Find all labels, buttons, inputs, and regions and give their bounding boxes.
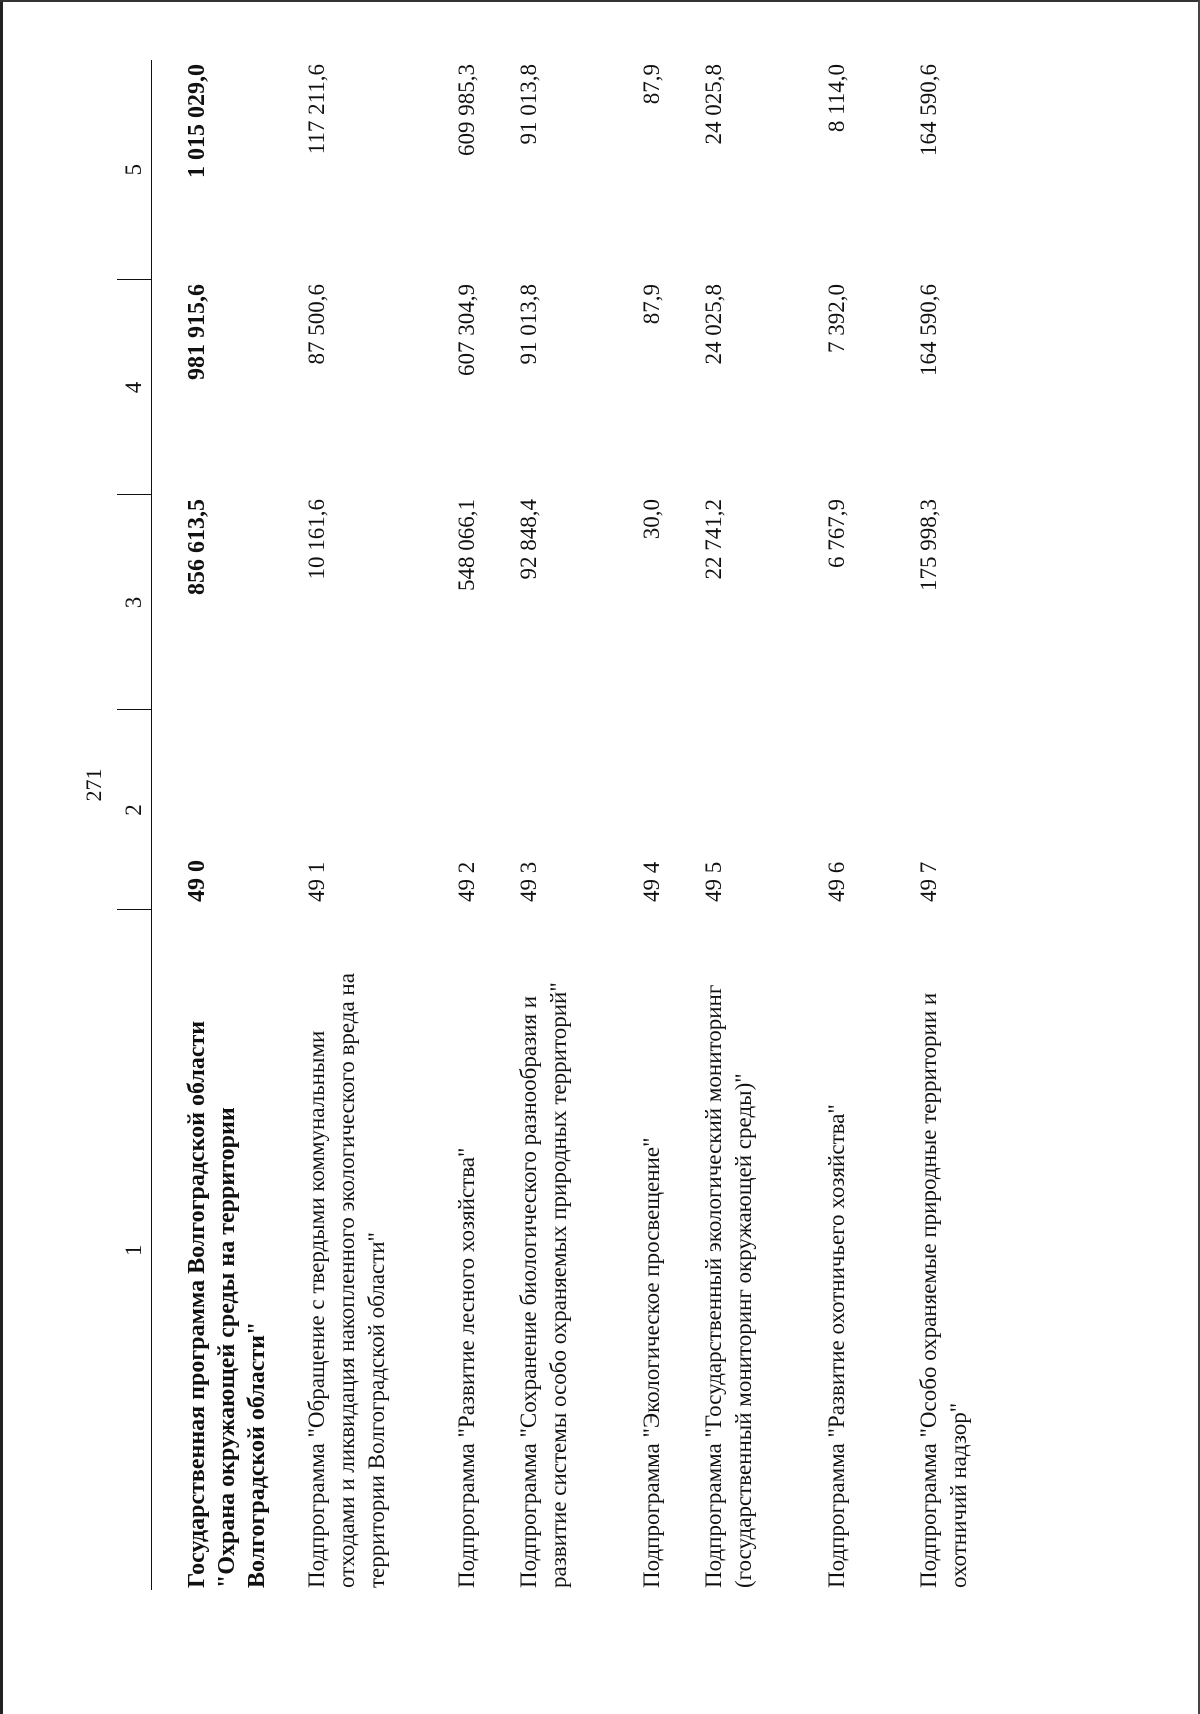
value-col-3: 548 066,1 <box>454 499 479 591</box>
program-name: Государственная программа Волгоградской области "Охрана окружающей среды на территории Волгоградской области" <box>184 1020 270 1588</box>
table-row <box>302 60 452 1590</box>
value-col-4: 87 500,6 <box>304 284 329 365</box>
program-code: 49 2 <box>454 861 479 902</box>
value-col-5: 1 015 029,0 <box>184 64 210 178</box>
value-col-3: 30,0 <box>639 499 664 540</box>
value-col-3: 22 741,2 <box>701 499 726 580</box>
value-col-3: 6 767,9 <box>824 499 849 568</box>
value-col-5: 91 013,8 <box>516 64 541 145</box>
value-col-4: 607 304,9 <box>454 284 479 376</box>
table-row <box>699 60 822 1590</box>
program-code: 49 7 <box>916 861 941 902</box>
table-row <box>152 60 303 1590</box>
budget-table <box>117 60 984 1590</box>
program-name: Подпрограмма "Развитие охотничьего хозяйства" <box>824 1104 849 1588</box>
header-col-1: 1 <box>117 910 152 1590</box>
table-header-row <box>117 60 152 1590</box>
header-col-2: 2 <box>117 710 152 910</box>
program-code: 49 1 <box>304 861 329 902</box>
value-col-5: 117 211,6 <box>304 64 329 155</box>
scan-edge-top <box>0 0 1200 2</box>
value-col-4: 981 915,6 <box>184 284 210 380</box>
value-col-5: 8 114,0 <box>824 64 849 133</box>
value-col-4: 87,9 <box>639 284 664 325</box>
program-name: Подпрограмма "Развитие лесного хозяйства" <box>454 1147 479 1588</box>
value-col-3: 856 613,5 <box>184 499 210 595</box>
value-col-4: 7 392,0 <box>824 284 849 353</box>
value-col-5: 87,9 <box>639 64 664 105</box>
table-row <box>822 60 914 1590</box>
program-code: 49 6 <box>824 861 849 902</box>
document-page <box>81 60 1125 1640</box>
scan-edge-left <box>0 0 3 1714</box>
program-name: Подпрограмма "Экологическое просвещение" <box>639 1137 664 1588</box>
program-code: 49 4 <box>639 861 664 902</box>
value-col-3: 10 161,6 <box>304 499 329 580</box>
table-row <box>637 60 699 1590</box>
value-col-5: 609 985,3 <box>454 64 479 156</box>
program-name: Подпрограмма "Особо охраняемые природные территории и охотничий надзор" <box>916 992 971 1588</box>
program-code: 49 5 <box>701 861 726 902</box>
value-col-4: 91 013,8 <box>516 284 541 365</box>
program-code: 49 0 <box>184 860 210 902</box>
table-row <box>452 60 514 1590</box>
header-col-3: 3 <box>117 495 152 710</box>
value-col-4: 164 590,6 <box>916 284 941 376</box>
value-col-5: 164 590,6 <box>916 64 941 156</box>
program-name: Подпрограмма "Обращение с твердыми коммунальными отходами и ликвидация накопленного экологического вреда на территории Волгоградской области" <box>304 973 389 1588</box>
program-name: Подпрограмма "Сохранение биологического разнообразия и развитие системы особо охраняемых природных территорий" <box>516 982 571 1588</box>
page-number: 271 <box>81 768 106 802</box>
header-col-4: 4 <box>117 280 152 495</box>
table-row <box>514 60 637 1590</box>
table-row <box>914 60 984 1590</box>
header-col-5: 5 <box>117 60 152 280</box>
value-col-5: 24 025,8 <box>701 64 726 145</box>
value-col-3: 92 848,4 <box>516 499 541 580</box>
program-name: Подпрограмма "Государственный экологический мониторинг (государственный мониторинг окружающей среды)" <box>701 984 756 1588</box>
program-code: 49 3 <box>516 861 541 902</box>
value-col-4: 24 025,8 <box>701 284 726 365</box>
value-col-3: 175 998,3 <box>916 499 941 591</box>
